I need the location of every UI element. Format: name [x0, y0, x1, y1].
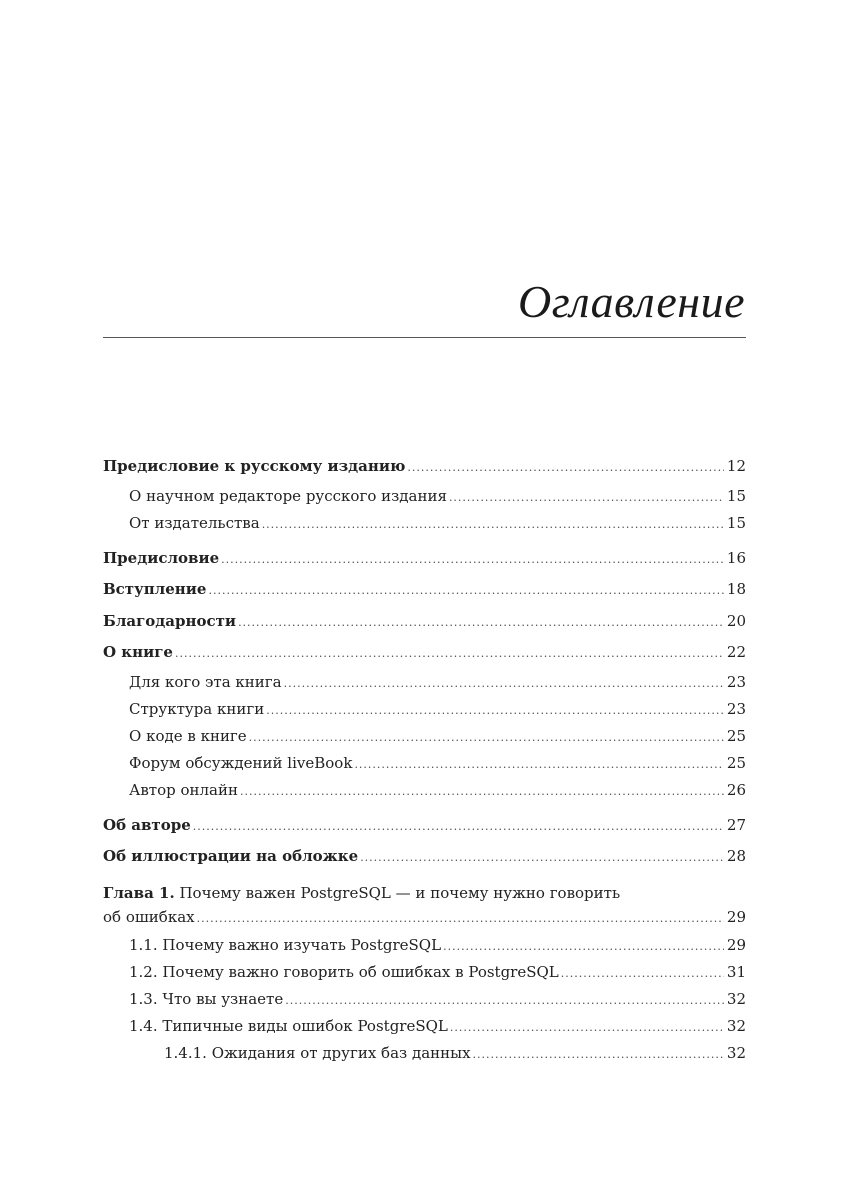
- toc-entry-label: О книге: [103, 643, 173, 661]
- toc-page-number: 32: [726, 989, 746, 1008]
- dot-leader: [266, 697, 724, 724]
- toc-entry-section-1-4[interactable]: [103, 1013, 746, 1040]
- toc-entry-chapter-1[interactable]: [103, 881, 746, 932]
- toc-entry-label: Автор онлайн: [129, 780, 238, 799]
- dot-leader: [238, 607, 724, 639]
- dot-leader: [193, 811, 724, 843]
- toc-page-number: 28: [726, 847, 746, 865]
- dot-leader: [354, 751, 723, 778]
- toc-entry-label: О научном редакторе русского издания: [129, 486, 447, 505]
- toc-entry-preface-ru[interactable]: [103, 451, 746, 483]
- toc-entry-section-1-2[interactable]: [103, 959, 746, 986]
- toc-entry-section-1-1[interactable]: [103, 932, 746, 959]
- dot-leader: [262, 511, 724, 538]
- toc-page-number: 23: [726, 699, 746, 718]
- toc-page-number: 32: [726, 1016, 746, 1035]
- toc-page-number: 22: [726, 643, 746, 661]
- chapter-title-text: Почему важен PostgreSQL — и почему нужно говорить: [179, 883, 621, 902]
- toc-page-number: 29: [726, 935, 746, 954]
- toc-page-number: 15: [726, 486, 746, 505]
- dot-leader: [240, 778, 724, 805]
- title-divider: [103, 337, 746, 338]
- dot-leader: [407, 452, 724, 484]
- dot-leader: [197, 907, 724, 931]
- toc-entry-label: От издательства: [129, 513, 260, 532]
- dot-leader: [249, 724, 724, 751]
- dot-leader: [221, 544, 724, 576]
- toc-page-number: 26: [726, 780, 746, 799]
- dot-leader: [443, 933, 724, 960]
- toc-page-number: 15: [726, 513, 746, 532]
- toc-entry-forum[interactable]: [103, 750, 746, 777]
- dot-leader: [450, 1014, 724, 1041]
- toc-entry-section-1-4-1[interactable]: [103, 1040, 746, 1067]
- table-of-contents: [103, 451, 746, 1067]
- chapter-title-line: [103, 881, 746, 905]
- toc-entry-label: Об авторе: [103, 815, 191, 834]
- toc-entry-label: Об иллюстрации на обложке: [103, 847, 359, 865]
- chapter-prefix: Глава 1.: [103, 883, 175, 902]
- toc-entry-label: 1.2. Почему важно говорить об ошибках в PostgreSQL: [129, 962, 559, 981]
- toc-entry-intro[interactable]: [103, 574, 746, 606]
- toc-entry-label: 1.4. Типичные виды ошибок PostgreSQL: [129, 1016, 448, 1035]
- toc-page-number: 29: [726, 907, 746, 926]
- dot-leader: [175, 638, 724, 670]
- toc-page-number: 32: [726, 1043, 746, 1062]
- dot-leader: [473, 1041, 724, 1068]
- toc-page-number: 27: [726, 815, 746, 834]
- toc-entry-who-for[interactable]: [103, 669, 746, 696]
- dot-leader: [449, 484, 724, 511]
- toc-page-number: 16: [726, 548, 746, 567]
- dot-leader: [208, 575, 723, 607]
- toc-entry-label: 1.3. Что вы узнаете: [129, 989, 284, 1008]
- toc-page-number: 25: [726, 753, 746, 772]
- toc-entry-label: Форум обсуждений liveBook: [129, 753, 353, 772]
- toc-entry-label: Благодарности: [103, 611, 237, 630]
- toc-entry-thanks[interactable]: [103, 606, 746, 638]
- toc-entry-label: Структура книги: [129, 699, 265, 718]
- toc-entry-preface[interactable]: [103, 543, 746, 575]
- toc-page-number: 12: [726, 457, 746, 475]
- toc-entry-label: Предисловие: [103, 548, 220, 567]
- toc-entry-label: 1.1. Почему важно изучать PostgreSQL: [129, 935, 442, 954]
- toc-page-number: 18: [726, 580, 746, 598]
- toc-page-number: 25: [726, 726, 746, 745]
- toc-entry-label: 1.4.1. Ожидания от других баз данных: [164, 1043, 471, 1062]
- toc-entry-label: Вступление: [103, 580, 207, 598]
- toc-entry-label: Для кого эта книга: [129, 672, 282, 691]
- toc-entry-section-1-3[interactable]: [103, 986, 746, 1013]
- toc-entry-label: об ошибках: [103, 907, 195, 926]
- toc-entry-label: О коде в книге: [129, 726, 247, 745]
- dot-leader: [561, 960, 724, 987]
- toc-page-number: 31: [726, 962, 746, 981]
- dot-leader: [285, 987, 724, 1014]
- toc-page-number: 20: [726, 611, 746, 630]
- toc-entry-cover[interactable]: [103, 841, 746, 873]
- dot-leader: [360, 842, 724, 874]
- toc-entry-editor[interactable]: [103, 483, 746, 510]
- toc-entry-publisher[interactable]: [103, 510, 746, 537]
- page-title: Оглавление: [517, 276, 745, 327]
- toc-entry-about-book[interactable]: [103, 637, 746, 669]
- toc-entry-structure[interactable]: [103, 696, 746, 723]
- toc-entry-code[interactable]: [103, 723, 746, 750]
- toc-entry-author-online[interactable]: [103, 777, 746, 804]
- dot-leader: [284, 670, 724, 697]
- toc-entry-about-author[interactable]: [103, 810, 746, 842]
- toc-page-number: 23: [726, 672, 746, 691]
- toc-entry-label: Предисловие к русскому изданию: [103, 457, 406, 475]
- chapter-title-continuation: [103, 905, 746, 932]
